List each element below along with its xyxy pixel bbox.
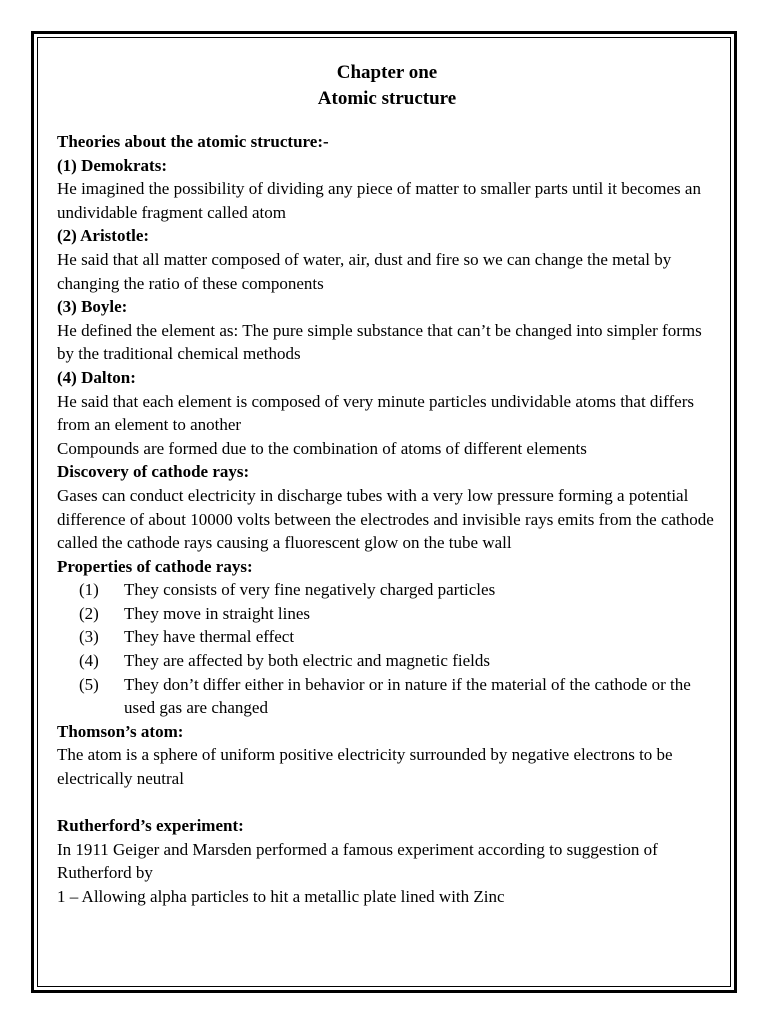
list-item-text: They are affected by both electric and magnetic fields xyxy=(124,651,490,671)
aristotle-heading: (2) Aristotle: xyxy=(57,226,150,246)
list-item-number: (2) xyxy=(79,603,99,623)
list-item-number: (4) xyxy=(79,651,99,671)
demokrats-text: He imagined the possibility of dividing any piece of matter to smaller parts until it becomes an undividable fragment called atom xyxy=(57,179,701,222)
list-item-number: (1) xyxy=(79,580,99,600)
title-block xyxy=(57,60,717,112)
boyle-text: He defined the element as: The pure simple substance that can’t be changed into simpler forms by the traditional chemical methods xyxy=(57,320,702,364)
rutherford-heading: Rutherford’s experiment: xyxy=(57,816,244,836)
list-item-text: They consists of very fine negatively charged particles xyxy=(124,580,496,600)
list-item-number: (3) xyxy=(79,627,99,647)
boyle-heading: (3) Boyle: xyxy=(57,297,128,317)
list-item xyxy=(57,673,717,720)
list-item xyxy=(57,602,717,626)
cathode-discovery-text: Gases can conduct electricity in discharge tubes with a very low pressure forming a potential difference of about 10000 volts between the electrodes and invisible rays emits from the cathode called the cathode rays causing a fluorescent glow on the tube wall xyxy=(57,485,714,553)
document-body xyxy=(57,60,717,909)
list-item xyxy=(57,649,717,673)
dalton-text: He said that each element is composed of very minute particles undividable atoms that differs from an element to another xyxy=(57,391,694,435)
list-item-text: They move in straight lines xyxy=(124,603,311,623)
chapter-label: Chapter one xyxy=(336,62,438,83)
demokrats-heading: (1) Demokrats: xyxy=(57,155,167,175)
thomson-text: The atom is a sphere of uniform positive electricity surrounded by negative electrons to be electrically neutral xyxy=(57,745,673,789)
cathode-properties-list xyxy=(57,578,717,720)
dalton-heading: (4) Dalton: xyxy=(57,367,136,387)
thomson-heading: Thomson’s atom: xyxy=(57,721,184,741)
list-item xyxy=(57,625,717,649)
dalton-compounds-text: Compounds are formed due to the combination of atoms of different elements xyxy=(57,438,587,458)
aristotle-text: He said that all matter composed of water, air, dust and fire so we can change the metal by changing the ratio of these components xyxy=(57,249,672,293)
cathode-properties-heading: Properties of cathode rays: xyxy=(57,556,253,576)
rutherford-text: In 1911 Geiger and Marsden performed a famous experiment according to suggestion of Rutherford by xyxy=(57,839,658,883)
section-spacer xyxy=(57,791,717,815)
rutherford-step-1: 1 – Allowing alpha particles to hit a metallic plate lined with Zinc xyxy=(57,887,505,906)
theories-heading: Theories about the atomic structure:- xyxy=(57,132,329,151)
list-item-text: They have thermal effect xyxy=(124,627,295,647)
cathode-discovery-heading: Discovery of cathode rays: xyxy=(57,462,250,482)
list-item-text: They don’t differ either in behavior or in nature if the material of the cathode or the used gas are changed xyxy=(124,674,691,718)
list-item-number: (5) xyxy=(79,674,99,694)
chapter-title: Atomic structure xyxy=(317,88,457,109)
list-item xyxy=(57,578,717,602)
